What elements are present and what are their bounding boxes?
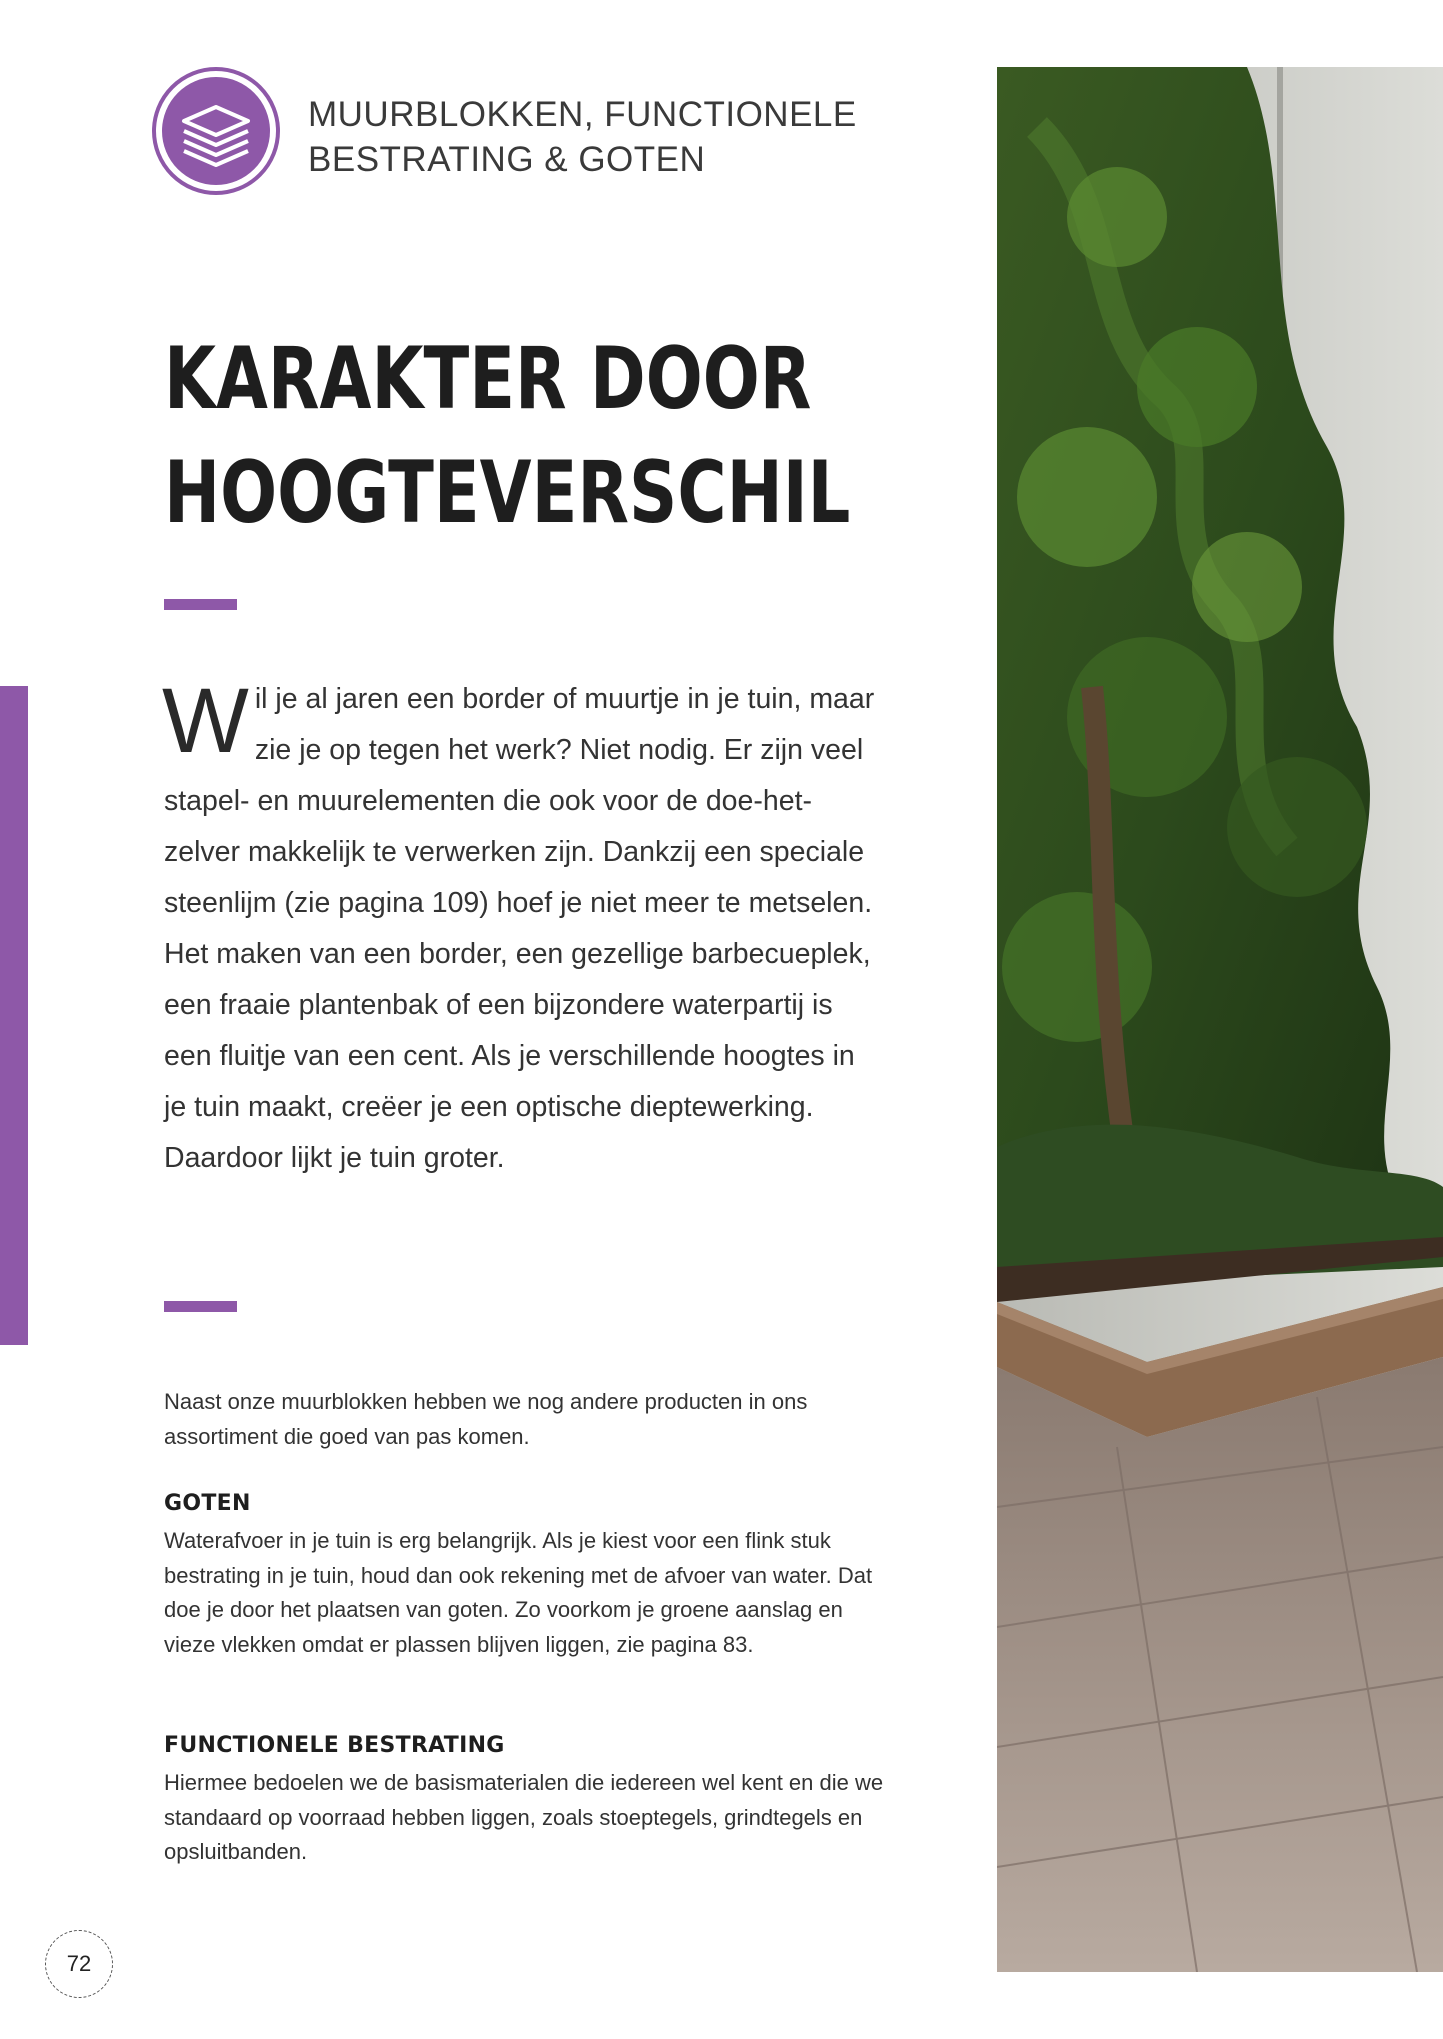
section-badge [152,67,280,195]
section-title-line: BESTRATING & GOTEN [308,140,706,179]
accent-divider [164,599,237,610]
page-number: 72 [45,1930,113,1998]
layers-icon [174,91,258,175]
side-accent-bar [0,686,28,1345]
drop-cap: W [162,670,249,772]
functionele-bestrating-text: Hiermee bedoelen we de basismaterialen die iedereen wel kent en die we standaard op voorraad hebben liggen, zoals stoeptegels, grindtegels en opsluitbanden. [164,1770,884,1864]
functionele-bestrating-heading: FUNCTIONELE BESTRATING [164,1733,505,1758]
garden-photo [997,67,1443,1972]
page-title [164,322,851,550]
goten-text: Waterafvoer in je tuin is erg belangrijk. Als je kiest voor een flink stuk bestrating in je tuin, houd dan ook rekening met de afvoer van water. Dat doe je door het plaatsen van goten. Zo voorkom je groene aanslag en vieze vlekken omdat er plassen blijven liggen, zie pagina 83. [164,1528,873,1657]
page-title-line: KARAKTER DOOR [164,329,812,429]
goten-heading: GOTEN [164,1491,251,1516]
accent-divider [164,1301,237,1312]
section-title-line: MUURBLOKKEN, FUNCTIONELE [308,95,857,134]
page-title-line: HOOGTEVERSCHIL [164,443,851,543]
section-title [308,92,908,182]
intro-paragraph [162,670,884,1184]
lead-note: Naast onze muurblokken hebben we nog andere producten in ons assortiment die goed van pas komen. [164,1389,808,1449]
intro-text: il je al jaren een border of muurtje in je tuin, maar zie je op tegen het werk? Niet nodig. Er zijn veel stapel- en muurelementen die ook voor de doe-het-zelver makkelijk te verwerken zijn. Dankzij een speciale steenlijm (zie pagina 109) hoef je niet meer te metselen. Het maken van een border, een gezellige barbecueplek, een fraaie plantenbak of een bijzondere waterpartij is een fluitje van een cent. Als je verschillende hoogtes in je tuin maakt, creëer je een optische dieptewerking. Daardoor lijkt je tuin groter. [164,683,875,1174]
